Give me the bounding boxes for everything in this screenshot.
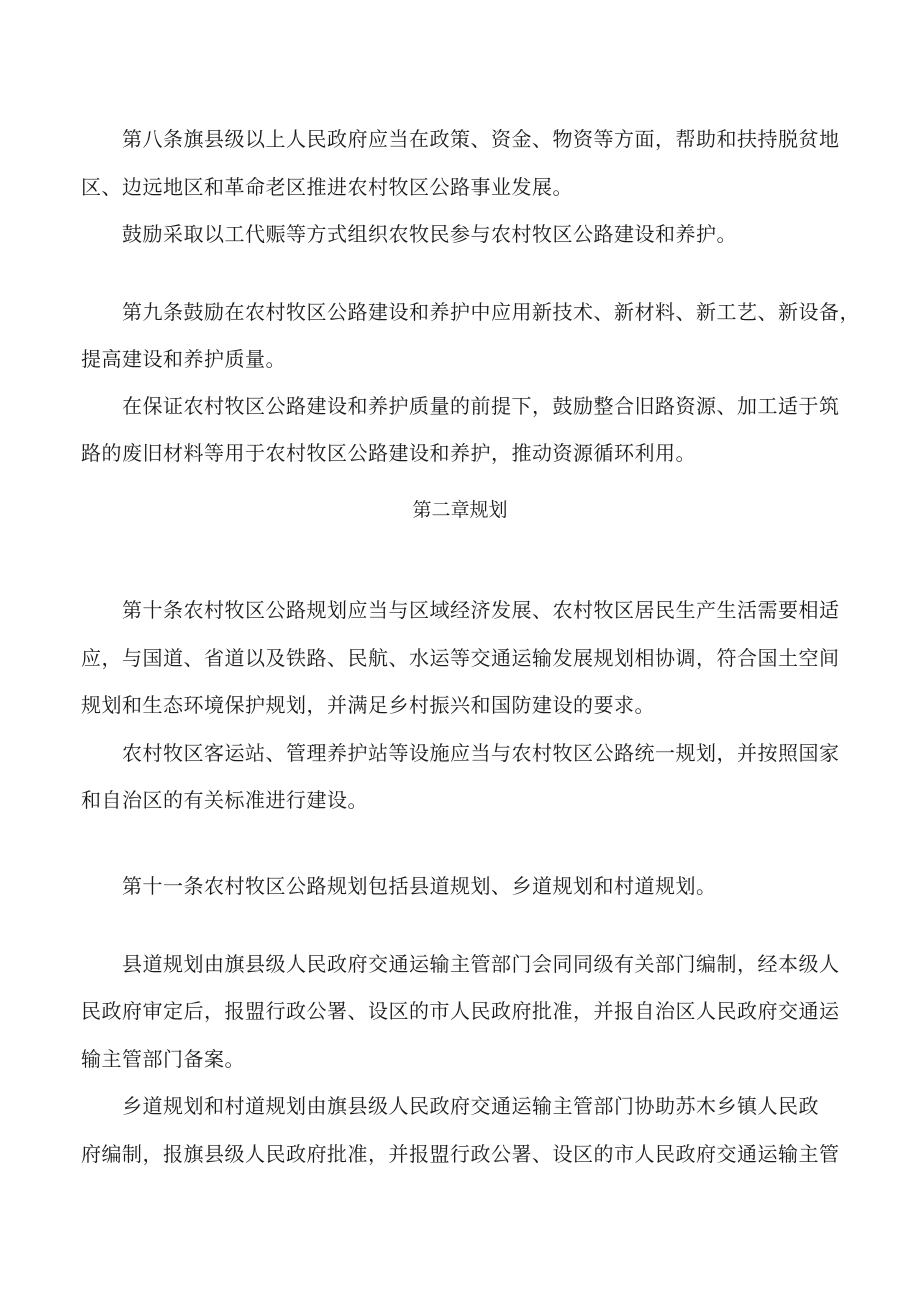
text-line: 第九条鼓励在农村牧区公路建设和养护中应用新技术、新材料、新工艺、新设备， <box>122 300 860 324</box>
text-line: 路的废旧材料等用于农村牧区公路建设和养护，推动资源循环利用。 <box>81 441 696 465</box>
text-line: 第十一条农村牧区公路规划包括县道规划、乡道规划和村道规划。 <box>122 874 717 898</box>
text-line: 农村牧区客运站、管理养护站等设施应当与农村牧区公路统一规划，并按照国家 <box>122 741 840 765</box>
text-line: 鼓励采取以工代赈等方式组织农牧民参与农村牧区公路建设和养护。 <box>122 222 737 246</box>
text-line: 府编制，报旗县级人民政府批准，并报盟行政公署、设区的市人民政府交通运输主管 <box>81 1142 840 1166</box>
text-line: 输主管部门备案。 <box>81 1047 245 1071</box>
text-line: 提高建设和养护质量。 <box>81 347 286 371</box>
text-line: 县道规划由旗县级人民政府交通运输主管部门会同同级有关部门编制，经本级人 <box>122 952 840 976</box>
text-line: 乡道规划和村道规划由旗县级人民政府交通运输主管部门协助苏木乡镇人民政 <box>122 1094 819 1118</box>
text-line: 应，与国道、省道以及铁路、民航、水运等交通运输发展规划相协调，符合国土空间 <box>81 646 840 670</box>
text-line: 在保证农村牧区公路建设和养护质量的前提下，鼓励整合旧路资源、加工适于筑 <box>122 394 840 418</box>
text-line: 区、边远地区和革命老区推进农村牧区公路事业发展。 <box>81 175 573 199</box>
text-line: 和自治区的有关标准进行建设。 <box>81 788 368 812</box>
text-line: 第十条农村牧区公路规划应当与区域经济发展、农村牧区居民生产生活需要相适 <box>122 598 840 622</box>
text-line: 民政府审定后，报盟行政公署、设区的市人民政府批准，并报自治区人民政府交通运 <box>81 999 840 1023</box>
text-line: 规划和生态环境保护规划，并满足乡村振兴和国防建设的要求。 <box>81 693 655 717</box>
chapter-heading: 第二章规划 <box>412 499 508 521</box>
text-line: 第八条旗县级以上人民政府应当在政策、资金、物资等方面，帮助和扶持脱贫地 <box>122 127 840 151</box>
